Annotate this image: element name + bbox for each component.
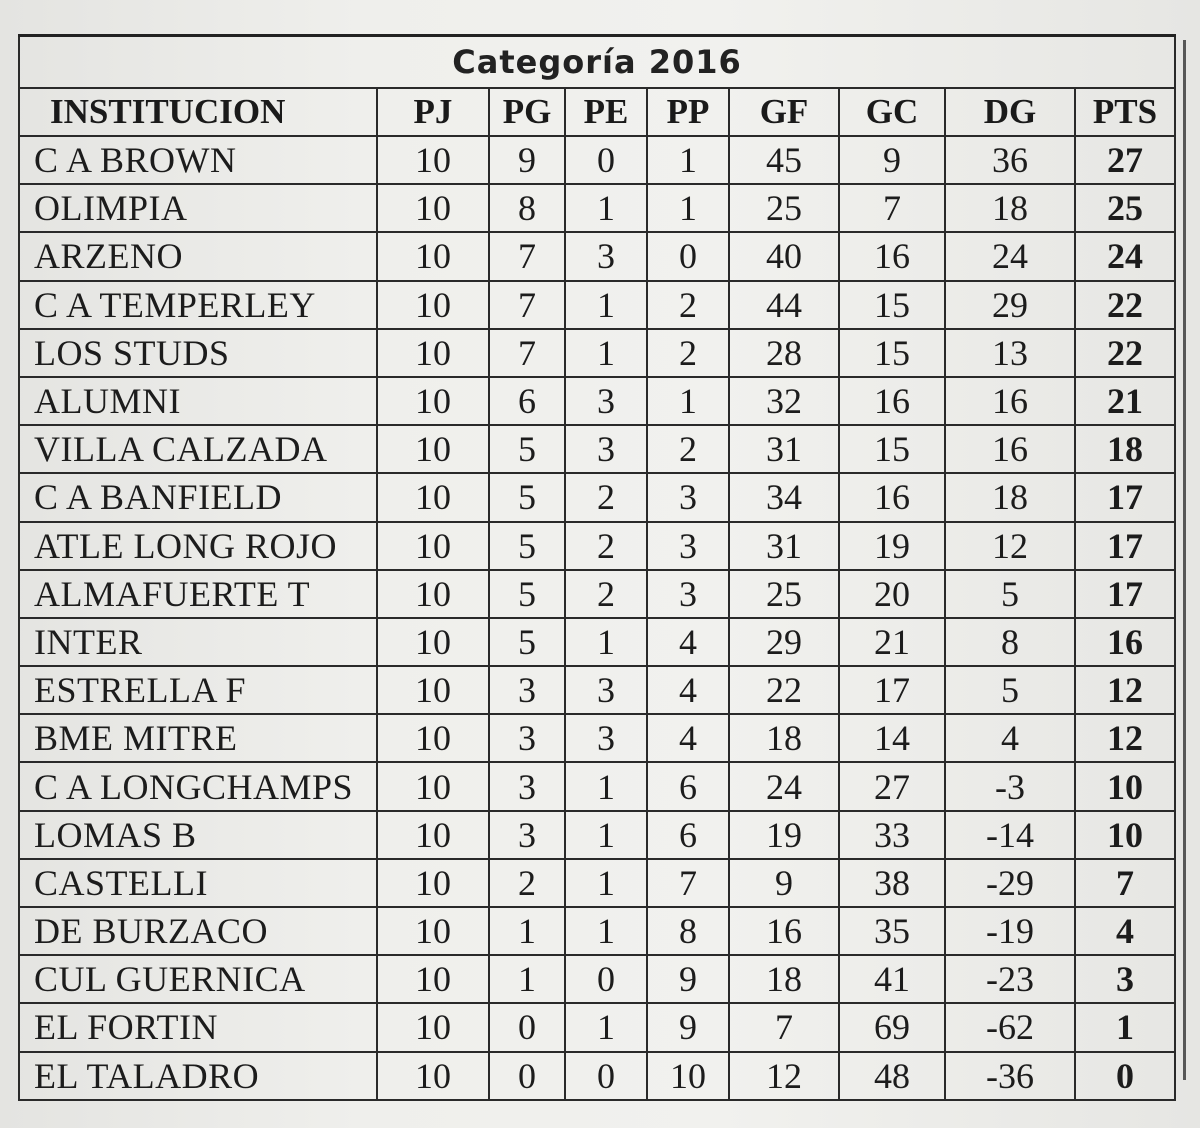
cell-institucion: EL FORTIN: [19, 1003, 377, 1051]
cell-dg: 12: [945, 522, 1075, 570]
cell-institucion: C A BANFIELD: [19, 473, 377, 521]
cell-gf: 45: [729, 136, 839, 184]
cell-gc: 16: [839, 473, 945, 521]
cell-gf: 25: [729, 570, 839, 618]
cell-institucion: BME MITRE: [19, 714, 377, 762]
cell-dg: 24: [945, 232, 1075, 280]
cell-institucion: INTER: [19, 618, 377, 666]
cell-pg: 7: [489, 232, 565, 280]
cell-institucion: ESTRELLA F: [19, 666, 377, 714]
table-row: [19, 473, 1175, 521]
cell-pts: 22: [1075, 281, 1175, 329]
cell-pj: 10: [377, 377, 489, 425]
cell-gc: 35: [839, 907, 945, 955]
header-gc: GC: [839, 88, 945, 136]
cell-pj: 10: [377, 570, 489, 618]
cell-gf: 31: [729, 425, 839, 473]
cell-pp: 4: [647, 714, 729, 762]
cell-pj: 10: [377, 329, 489, 377]
cell-institucion: CUL GUERNICA: [19, 955, 377, 1003]
cell-pj: 10: [377, 522, 489, 570]
table-row: [19, 281, 1175, 329]
cell-pj: 10: [377, 425, 489, 473]
header-pe: PE: [565, 88, 647, 136]
cell-dg: 18: [945, 473, 1075, 521]
header-gf: GF: [729, 88, 839, 136]
table-row: [19, 859, 1175, 907]
cell-pg: 5: [489, 473, 565, 521]
cell-dg: -36: [945, 1052, 1075, 1100]
cell-gc: 41: [839, 955, 945, 1003]
cell-pg: 3: [489, 762, 565, 810]
cell-gc: 20: [839, 570, 945, 618]
cell-pg: 2: [489, 859, 565, 907]
cell-dg: -14: [945, 811, 1075, 859]
cell-pg: 7: [489, 329, 565, 377]
cell-pts: 17: [1075, 522, 1175, 570]
cell-pts: 24: [1075, 232, 1175, 280]
header-row: [19, 88, 1175, 136]
cell-gf: 44: [729, 281, 839, 329]
cell-pp: 2: [647, 281, 729, 329]
cell-pe: 0: [565, 955, 647, 1003]
cell-institucion: DE BURZACO: [19, 907, 377, 955]
table-body: [19, 136, 1175, 1100]
cell-pe: 3: [565, 666, 647, 714]
cell-pj: 10: [377, 1003, 489, 1051]
cell-pts: 4: [1075, 907, 1175, 955]
cell-pe: 3: [565, 425, 647, 473]
cell-pg: 3: [489, 811, 565, 859]
cell-gf: 40: [729, 232, 839, 280]
table-row: [19, 522, 1175, 570]
cell-pts: 22: [1075, 329, 1175, 377]
cell-pp: 2: [647, 329, 729, 377]
cell-pp: 1: [647, 377, 729, 425]
cell-pp: 4: [647, 666, 729, 714]
cell-gf: 16: [729, 907, 839, 955]
cell-gc: 48: [839, 1052, 945, 1100]
cell-pj: 10: [377, 762, 489, 810]
cell-pg: 5: [489, 570, 565, 618]
cell-gc: 16: [839, 377, 945, 425]
cell-gc: 16: [839, 232, 945, 280]
cell-pts: 12: [1075, 714, 1175, 762]
cell-institucion: C A TEMPERLEY: [19, 281, 377, 329]
table-row: [19, 136, 1175, 184]
table-row: [19, 377, 1175, 425]
cell-institucion: VILLA CALZADA: [19, 425, 377, 473]
cell-institucion: CASTELLI: [19, 859, 377, 907]
cell-pe: 1: [565, 281, 647, 329]
cell-pg: 9: [489, 136, 565, 184]
standings-table: [18, 34, 1176, 1101]
table-row: [19, 1052, 1175, 1100]
cell-gf: 28: [729, 329, 839, 377]
cell-pg: 6: [489, 377, 565, 425]
cell-pg: 7: [489, 281, 565, 329]
cell-institucion: EL TALADRO: [19, 1052, 377, 1100]
cell-dg: 5: [945, 666, 1075, 714]
cell-pts: 17: [1075, 473, 1175, 521]
header-institucion: INSTITUCION: [19, 88, 377, 136]
table-row: [19, 618, 1175, 666]
cell-pp: 1: [647, 184, 729, 232]
cell-gf: 19: [729, 811, 839, 859]
cell-pj: 10: [377, 618, 489, 666]
cell-pp: 9: [647, 955, 729, 1003]
cell-pe: 1: [565, 762, 647, 810]
cell-gf: 25: [729, 184, 839, 232]
cell-pp: 3: [647, 473, 729, 521]
header-pts: PTS: [1075, 88, 1175, 136]
cell-pg: 3: [489, 666, 565, 714]
cell-gc: 33: [839, 811, 945, 859]
cell-pe: 2: [565, 522, 647, 570]
cell-pp: 6: [647, 762, 729, 810]
cell-institucion: LOS STUDS: [19, 329, 377, 377]
cell-pts: 10: [1075, 811, 1175, 859]
cell-pg: 5: [489, 425, 565, 473]
table-row: [19, 714, 1175, 762]
cell-gf: 7: [729, 1003, 839, 1051]
table-row: [19, 762, 1175, 810]
cell-gc: 14: [839, 714, 945, 762]
cell-dg: 29: [945, 281, 1075, 329]
cell-pe: 2: [565, 570, 647, 618]
cell-dg: -19: [945, 907, 1075, 955]
cell-pg: 0: [489, 1003, 565, 1051]
cell-pj: 10: [377, 714, 489, 762]
cell-pg: 3: [489, 714, 565, 762]
cell-dg: 16: [945, 425, 1075, 473]
cell-gf: 12: [729, 1052, 839, 1100]
cell-pp: 1: [647, 136, 729, 184]
table-row: [19, 329, 1175, 377]
cell-pe: 1: [565, 329, 647, 377]
cell-pg: 5: [489, 522, 565, 570]
table-row: [19, 1003, 1175, 1051]
cell-institucion: C A LONGCHAMPS: [19, 762, 377, 810]
cell-pts: 1: [1075, 1003, 1175, 1051]
cell-dg: 13: [945, 329, 1075, 377]
cell-pp: 3: [647, 522, 729, 570]
header-pp: PP: [647, 88, 729, 136]
cell-pj: 10: [377, 136, 489, 184]
cell-pe: 3: [565, 232, 647, 280]
cell-dg: 36: [945, 136, 1075, 184]
cell-pts: 12: [1075, 666, 1175, 714]
cell-pp: 9: [647, 1003, 729, 1051]
cell-dg: -29: [945, 859, 1075, 907]
cell-pj: 10: [377, 859, 489, 907]
cell-pe: 1: [565, 618, 647, 666]
cell-pe: 1: [565, 811, 647, 859]
cell-gf: 9: [729, 859, 839, 907]
cell-pe: 0: [565, 1052, 647, 1100]
cell-pts: 21: [1075, 377, 1175, 425]
cell-pts: 27: [1075, 136, 1175, 184]
table-row: [19, 184, 1175, 232]
table-row: [19, 811, 1175, 859]
cell-pj: 10: [377, 184, 489, 232]
cell-gc: 7: [839, 184, 945, 232]
cell-pe: 1: [565, 859, 647, 907]
cell-dg: 8: [945, 618, 1075, 666]
cell-gf: 22: [729, 666, 839, 714]
cell-pp: 2: [647, 425, 729, 473]
header-pj: PJ: [377, 88, 489, 136]
cell-pj: 10: [377, 955, 489, 1003]
cell-pe: 3: [565, 714, 647, 762]
cell-pts: 18: [1075, 425, 1175, 473]
cell-gc: 19: [839, 522, 945, 570]
cell-pj: 10: [377, 232, 489, 280]
cell-institucion: ALUMNI: [19, 377, 377, 425]
cell-pg: 0: [489, 1052, 565, 1100]
cell-gf: 34: [729, 473, 839, 521]
cell-gf: 18: [729, 714, 839, 762]
cell-gc: 38: [839, 859, 945, 907]
table-title: Categoría 2016: [19, 36, 1175, 89]
cell-institucion: LOMAS B: [19, 811, 377, 859]
table-row: [19, 232, 1175, 280]
cell-pe: 1: [565, 184, 647, 232]
cell-institucion: OLIMPIA: [19, 184, 377, 232]
cell-gc: 15: [839, 329, 945, 377]
header-dg: DG: [945, 88, 1075, 136]
table-row: [19, 666, 1175, 714]
cell-pts: 0: [1075, 1052, 1175, 1100]
cell-gf: 18: [729, 955, 839, 1003]
cell-gc: 17: [839, 666, 945, 714]
cell-pj: 10: [377, 811, 489, 859]
cell-pj: 10: [377, 1052, 489, 1100]
cell-pts: 7: [1075, 859, 1175, 907]
cell-gf: 32: [729, 377, 839, 425]
cell-pj: 10: [377, 281, 489, 329]
cell-dg: -62: [945, 1003, 1075, 1051]
cell-pp: 0: [647, 232, 729, 280]
cell-pts: 17: [1075, 570, 1175, 618]
cell-pp: 10: [647, 1052, 729, 1100]
cell-gc: 69: [839, 1003, 945, 1051]
cell-dg: 4: [945, 714, 1075, 762]
cell-pts: 10: [1075, 762, 1175, 810]
cell-institucion: ARZENO: [19, 232, 377, 280]
cell-pp: 7: [647, 859, 729, 907]
cell-dg: -23: [945, 955, 1075, 1003]
table-row: [19, 425, 1175, 473]
cell-dg: 5: [945, 570, 1075, 618]
cell-gc: 27: [839, 762, 945, 810]
cell-pe: 1: [565, 907, 647, 955]
cell-pp: 8: [647, 907, 729, 955]
cell-pg: 8: [489, 184, 565, 232]
cell-institucion: C A BROWN: [19, 136, 377, 184]
adjacent-table-edge: [1183, 40, 1192, 1080]
cell-pe: 3: [565, 377, 647, 425]
cell-pp: 3: [647, 570, 729, 618]
cell-pp: 6: [647, 811, 729, 859]
cell-pe: 0: [565, 136, 647, 184]
cell-pts: 25: [1075, 184, 1175, 232]
cell-pj: 10: [377, 907, 489, 955]
cell-gf: 29: [729, 618, 839, 666]
cell-pp: 4: [647, 618, 729, 666]
cell-gf: 24: [729, 762, 839, 810]
table-row: [19, 955, 1175, 1003]
cell-gf: 31: [729, 522, 839, 570]
cell-pts: 3: [1075, 955, 1175, 1003]
cell-pe: 1: [565, 1003, 647, 1051]
cell-gc: 9: [839, 136, 945, 184]
cell-pg: 1: [489, 907, 565, 955]
header-pg: PG: [489, 88, 565, 136]
cell-gc: 21: [839, 618, 945, 666]
cell-gc: 15: [839, 425, 945, 473]
cell-institucion: ATLE LONG ROJO: [19, 522, 377, 570]
cell-pe: 2: [565, 473, 647, 521]
cell-dg: 18: [945, 184, 1075, 232]
cell-pj: 10: [377, 666, 489, 714]
cell-pg: 5: [489, 618, 565, 666]
cell-pj: 10: [377, 473, 489, 521]
cell-dg: 16: [945, 377, 1075, 425]
cell-institucion: ALMAFUERTE T: [19, 570, 377, 618]
table-row: [19, 570, 1175, 618]
table-row: [19, 907, 1175, 955]
cell-pg: 1: [489, 955, 565, 1003]
cell-pts: 16: [1075, 618, 1175, 666]
cell-gc: 15: [839, 281, 945, 329]
cell-dg: -3: [945, 762, 1075, 810]
